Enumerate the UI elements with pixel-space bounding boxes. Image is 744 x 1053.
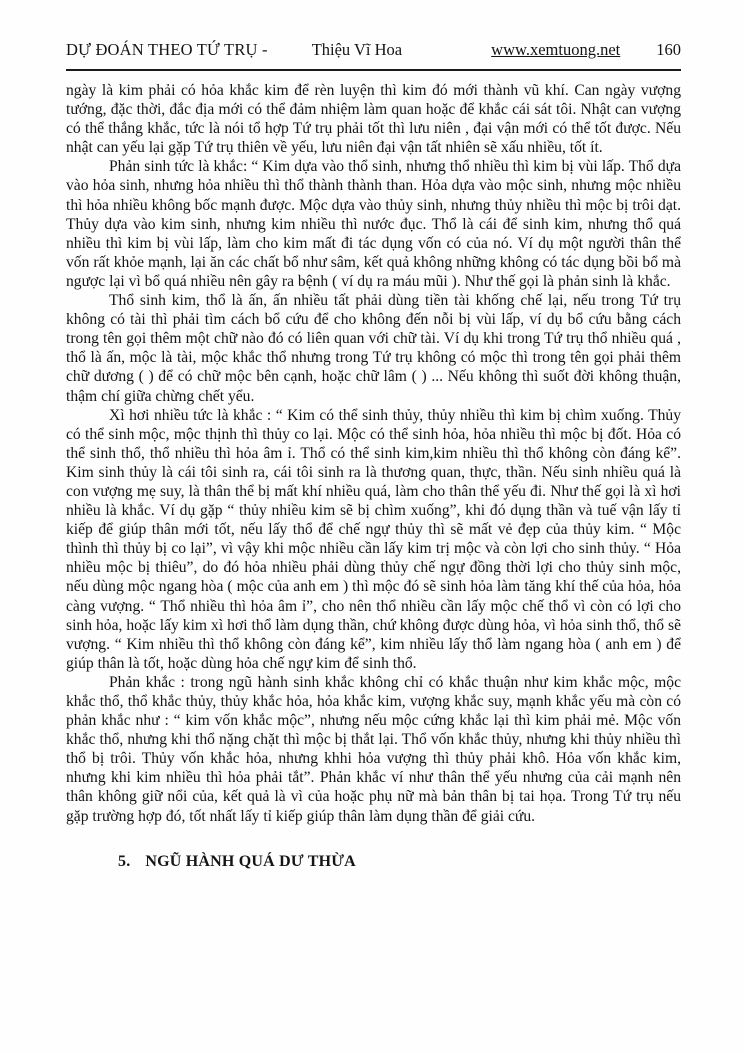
body-text [66, 81, 681, 826]
paragraph: Xì hơi nhiều tức là khắc : “ Kim có thể sinh thủy, thủy nhiều thì kim bị chìm xuống. Thủy có thể sinh mộc, mộc thịnh thì thủy co lại. Mộc có thể sinh hỏa, hỏa nhiều thì mộc bị đốt. Hỏa có thể sinh thổ, thổ nhiều thì hỏa âm ỉ. Thổ có thể sinh kim,kim nhiều thì thổ không còn đáng kể”. Kim sinh thủy là cái tôi sinh ra, cái tôi sinh ra là thương quan, thực, thần. Nếu sinh nhiều quá là con vượng mẹ suy, là thân thể bị mất khí nhiều quá, làm cho thân thể yếu đi. Như thế gọi là xì hơi nhiều là khắc. Ví dụ gặp “ thủy nhiều kim sẽ bị chìm xuống”, khi đó dụng thần và tuế vận lấy tỉ kiếp để giúp thân mới tốt, nếu lấy thổ để chế ngự thủy thì sẽ mất vẻ đẹp của thủy kim. “ Mộc thình thì thủy bị co lại”, vì vậy khi mộc nhiều cần lấy kim trị mộc và còn lợi cho sinh thủy. “ Hỏa nhiều mộc bị thiêu”, do đó hỏa nhiều phải dùng thủy chế ngự đồng thời lợi cho thủy sinh mộc, nếu dùng mộc ngang hòa ( mộc của anh em ) thì mộc đó sẽ sinh hỏa làm tăng khí thế của hỏa, hỏa càng vượng. “ Thổ nhiều thì hỏa âm ỉ”, cho nên thổ nhiều cần lấy mộc chế thổ vì còn có lợi cho sinh hỏa, hoặc lấy kim xì hơi thổ làm dụng thần, chứ không được dùng hỏa, vì hỏa sinh thổ, thổ sẽ vượng. “ Kim nhiều thì thổ không còn đáng kể”, kim nhiều lấy thổ làm ngang hòa ( anh em ) để giúp thân là tốt, hoặc dùng hỏa chế ngự kim để sinh thổ. [66, 406, 681, 672]
header-rule [66, 69, 681, 71]
paragraph: Thổ sinh kim, thổ là ấn, ấn nhiều tất phải dùng tiền tài khống chế lại, nếu trong Tứ trụ không có tài thì phải tìm cách bổ cứu để cho không đến nỗi bị vùi lấp, ví dụ bổ cứu bằng cách trong tên gọi thêm một chữ nào đó có liên quan với chữ tài. Ví dụ khi trong Tứ trụ thổ nhiều quá , thổ là ấn, mộc là tài, mộc khắc thổ nhưng trong Tứ trụ không có mộc thì trong tên gọi phải thêm chữ dương ( ) để có chữ mộc bên cạnh, hoặc chữ lâm ( ) ... Nếu không thì suốt đời không thuận, thậm chí giữa chừng chết yểu. [66, 292, 681, 405]
section-title: NGŨ HÀNH QUÁ DƯ THỪA [145, 852, 356, 870]
author-name: Thiệu Vĩ Hoa [311, 40, 403, 59]
section-heading [66, 853, 681, 871]
paragraph: Phản khắc : trong ngũ hành sinh khắc không chỉ có khắc thuận như kim khắc mộc, mộc khắc thổ, thổ khắc thủy, thủy khắc hỏa, hỏa khắc kim, vượng khắc suy, mạnh khắc yếu mà còn có phản khắc như : “ kim vốn khắc mộc”, nhưng nếu mộc cứng khắc lại thì kim phải mẻ. Mộc vốn khắc thổ, nhưng khi thổ nặng chặt thì mộc bị thắt lại. Thổ vốn khắc thủy, nhưng khi thủy nhiều thì thổ bị trôi. Thủy vốn khắc hỏa, nhưng khhi hỏa vượng thì thủy phải khô. Hỏa vốn khắc kim, nhưng khi kim nhiều thì hỏa phải tắt”. Phản khắc ví như thân thể yếu nhưng của cải mạnh nên thân không giữ nổi của, kết quả là vì của hoặc phụ nữ mà bản thân bị tai họa. Trong Tứ trụ nếu gặp trường hợp đó, tốt nhất lấy tỉ kiếp giúp thân làm dụng thần để giải cứu. [66, 673, 681, 825]
page-number: 160 [656, 40, 681, 59]
book-title: DỰ ĐOÁN THEO TỨ TRỤ - [66, 40, 268, 59]
paragraph: Phản sinh tức là khắc: “ Kim dựa vào thổ sinh, nhưng thổ nhiều thì kim bị vùi lấp. Thổ dựa vào hỏa sinh, nhưng hỏa nhiều thì thổ thành thành than. Hỏa dựa vào mộc sinh, nhưng mộc nhiều thì hỏa nhiều không bốc mạnh được. Mộc dựa vào thủy sinh, nhưng thủy nhiều thì mộc bị trôi dạt. Thủy dựa vào kim sinh, nhưng kim nhiều thì nước đục. Thổ là cái để sinh kim, nhưng thổ quá nhiều thì kim bị vùi lấp, làm cho kim mất đi tác dụng vốn có của nó. Ví dụ một người thân thể vốn rất khỏe mạnh, lại ăn các chất bổ như sâm, kết quả không những không có tác dụng bồi bổ mà ngược lại vì bổ quá nhiều nên gây ra bệnh ( ví dụ ra máu mũi ). Như thế gọi là phản sinh là khắc. [66, 158, 681, 290]
paragraph: ngày là kim phải có hỏa khắc kim để rèn luyện thì kim đó mới thành vũ khí. Can ngày vượng tướng, đặc thời, đắc địa mới có thể đảm nhiệm làm quan hoặc để khắc cái sát tôi. Nhật can vượng có thể thắng khắc, tức là nói tổ hợp Tứ trụ phải tốt thì lưu niên , đại vận mới có thể tốt được. Nếu nhật can yếu lại gặp Tứ trụ thiên về yếu, lưu niên đại vận tất nhiên sẽ xấu nhiều, tốt ít. [66, 82, 681, 157]
section-number: 5. [118, 852, 131, 870]
website-link[interactable]: www.xemtuong.net [491, 40, 621, 59]
page-header [66, 40, 681, 60]
